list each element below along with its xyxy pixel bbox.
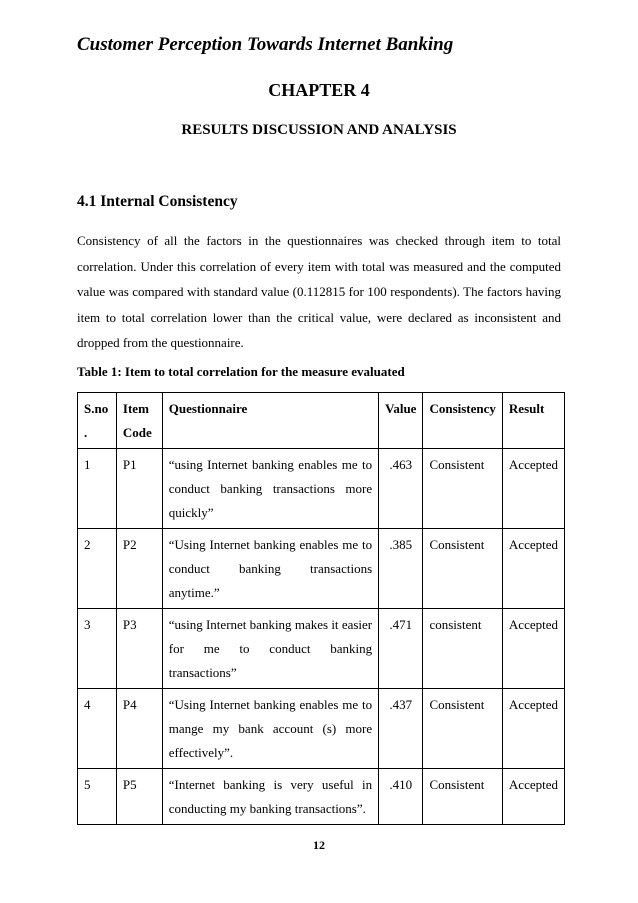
table-row — [78, 529, 565, 609]
section-heading: 4.1 Internal Consistency — [77, 193, 238, 210]
header-result: Result — [502, 393, 564, 449]
correlation-table — [77, 392, 565, 825]
header-consistency: Consistency — [423, 393, 502, 449]
table-header-row — [78, 393, 565, 449]
chapter-subtitle: RESULTS DISCUSSION AND ANALYSIS — [181, 122, 457, 138]
cell-sno: 2 — [78, 529, 117, 609]
cell-questionnaire: “Using Internet banking enables me to conduct banking transactions anytime.” — [162, 529, 378, 609]
cell-consistency: Consistent — [423, 449, 502, 529]
running-header: Customer Perception Towards Internet Banking — [77, 34, 454, 55]
header-questionnaire: Questionnaire — [162, 393, 378, 449]
cell-value: .437 — [379, 689, 423, 769]
header-item-code: Item Code — [116, 393, 162, 449]
cell-questionnaire: “Using Internet banking enables me to mange my bank account (s) more effectively”. — [162, 689, 378, 769]
page-number: 12 — [313, 838, 325, 852]
table-caption: Table 1: Item to total correlation for the measure evaluated — [77, 364, 405, 379]
cell-result: Accepted — [502, 529, 564, 609]
cell-questionnaire: “using Internet banking makes it easier for me to conduct banking transactions” — [162, 609, 378, 689]
table-row — [78, 769, 565, 825]
cell-result: Accepted — [502, 609, 564, 689]
cell-consistency: consistent — [423, 609, 502, 689]
body-paragraph: Consistency of all the factors in the questionnaires was checked through item to total correlation. Under this correlation of every item with total was measured and the computed value was compared with standard value (0.112815 for 100 respondents). The factors having item to total correlation lower than the critical value, were declared as inconsistent and dropped from the questionnaire. — [77, 233, 561, 350]
cell-sno: 3 — [78, 609, 117, 689]
cell-item-code: P4 — [116, 689, 162, 769]
cell-result: Accepted — [502, 769, 564, 825]
cell-item-code: P2 — [116, 529, 162, 609]
cell-sno: 4 — [78, 689, 117, 769]
cell-value: .463 — [379, 449, 423, 529]
cell-result: Accepted — [502, 689, 564, 769]
cell-questionnaire: “using Internet banking enables me to conduct banking transactions more quickly” — [162, 449, 378, 529]
cell-value: .471 — [379, 609, 423, 689]
cell-consistency: Consistent — [423, 529, 502, 609]
table-row — [78, 609, 565, 689]
cell-questionnaire: “Internet banking is very useful in conducting my banking transactions”. — [162, 769, 378, 825]
header-value: Value — [379, 393, 423, 449]
table-row — [78, 449, 565, 529]
cell-sno: 5 — [78, 769, 117, 825]
cell-result: Accepted — [502, 449, 564, 529]
cell-item-code: P1 — [116, 449, 162, 529]
header-sno: S.no . — [78, 393, 117, 449]
cell-consistency: Consistent — [423, 689, 502, 769]
cell-value: .385 — [379, 529, 423, 609]
cell-item-code: P5 — [116, 769, 162, 825]
chapter-label: CHAPTER 4 — [268, 80, 370, 100]
cell-value: .410 — [379, 769, 423, 825]
cell-consistency: Consistent — [423, 769, 502, 825]
table-row — [78, 689, 565, 769]
cell-sno: 1 — [78, 449, 117, 529]
cell-item-code: P3 — [116, 609, 162, 689]
